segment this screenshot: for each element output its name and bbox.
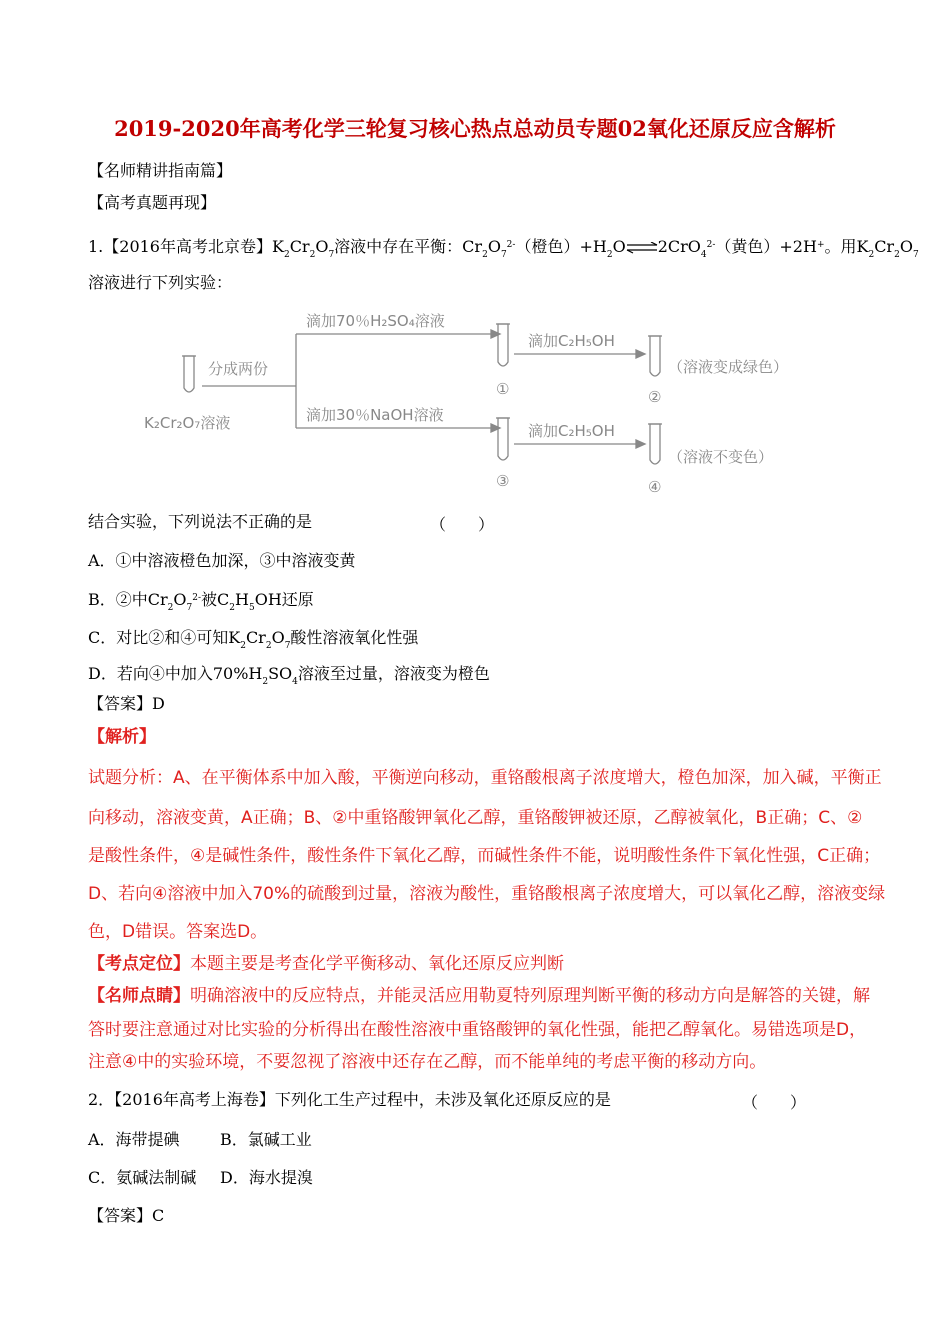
option-a: A．①中溶液橙色加深，③中溶液变黄 bbox=[88, 551, 356, 570]
question-1-line-1: 1.【2016年高考北京卷】$K_2Cr_2O_7$溶液中存在平衡：$Cr_2O_7^{2-}$（橙色）$+H_2O$ 2CrO$_4^{2-}$（黄色）+2H+。用$K_2Cr_2O_7$ bbox=[88, 237, 919, 260]
mingshi-line-3: 注意④中的实验环境，不要忽视了溶液中还存在乙醇，而不能单纯的考虑平衡的移动方向。 bbox=[88, 1052, 767, 1072]
question-1-stem: 结合实验，下列说法不正确的是 bbox=[88, 512, 313, 531]
q2-option-b: B．氯碱工业 bbox=[220, 1130, 312, 1149]
section-heading-exam: 【高考真题再现】 bbox=[88, 193, 217, 212]
label-top-reagent: 滴加70％H₂SO₄溶液 bbox=[306, 312, 445, 330]
test-tube-3-icon bbox=[498, 418, 508, 460]
label-result-4: （溶液不变色） bbox=[668, 448, 774, 466]
answer-q1: 【答案】D bbox=[88, 694, 165, 713]
test-tube-1-icon bbox=[498, 324, 508, 366]
answer-q2: 【答案】C bbox=[88, 1206, 165, 1225]
mingshi-line-2: 答时要注意通过对比实验的分析得出在酸性溶液中重铬酸钾的氧化性强，能把乙醇氧化。易错选项是D， bbox=[88, 1020, 867, 1040]
analysis-line-3: 是酸性条件，④是碱性条件，酸性条件下氧化乙醇，而碱性条件不能，说明酸性条件下氧化性强，C正确； bbox=[88, 846, 881, 866]
label-tube-4: ④ bbox=[648, 478, 662, 496]
analysis-line-2: 向移动，溶液变黄，A正确；B、②中重铬酸钾氧化乙醇，重铬酸钾被还原，乙醇被氧化，B正确；C、② bbox=[88, 808, 863, 828]
option-b: B．②中$Cr_2O_7^{2-}$被$C_2H_5OH$还原 bbox=[88, 590, 314, 613]
question-2-stem: 2．【2016年高考上海卷】下列化工生产过程中，未涉及氧化还原反应的是 bbox=[88, 1090, 611, 1109]
analysis-line-5: 色，D错误。答案选D。 bbox=[88, 922, 268, 942]
mingshi-line-1: 【名师点睛】明确溶液中的反应特点，并能灵活应用勒夏特列原理判断平衡的移动方向是解答的关键，解 bbox=[88, 986, 870, 1006]
q2-option-d: D．海水提溴 bbox=[220, 1168, 313, 1187]
kaodian-line: 【考点定位】本题主要是考查化学平衡移动、氧化还原反应判断 bbox=[88, 954, 564, 974]
analysis-line-1: 试题分析：A、在平衡体系中加入酸，平衡逆向移动，重铬酸根离子浓度增大，橙色加深，加入碱，平衡正 bbox=[88, 768, 882, 788]
label-split: 分成两份 bbox=[208, 360, 269, 378]
analysis-heading: 【解析】 bbox=[88, 727, 156, 747]
test-tube-start-icon bbox=[184, 356, 194, 392]
test-tube-2-icon bbox=[650, 336, 660, 376]
q2-option-c: C．氨碱法制碱 bbox=[88, 1168, 197, 1187]
label-ethanol-bottom: 滴加C₂H₅OH bbox=[528, 422, 615, 440]
option-c: C．对比②和④可知$K_2Cr_2O_7$酸性溶液氧化性强 bbox=[88, 628, 419, 651]
label-tube-1: ① bbox=[496, 380, 510, 398]
equilibrium-arrow-icon bbox=[626, 242, 658, 254]
question-1-line-2: 溶液进行下列实验： bbox=[88, 273, 233, 292]
page-title: 2019-2020年高考化学三轮复习核心热点总动员专题02氧化还原反应含解析 bbox=[114, 116, 836, 141]
label-start-solution: K₂Cr₂O₇溶液 bbox=[144, 414, 231, 432]
answer-blank-q2: （ ） bbox=[742, 1093, 807, 1112]
section-heading-guide: 【名师精讲指南篇】 bbox=[88, 161, 233, 180]
test-tube-4-icon bbox=[650, 424, 660, 464]
label-result-2: （溶液变成绿色） bbox=[668, 358, 789, 376]
label-tube-3: ③ bbox=[496, 472, 510, 490]
analysis-line-4: D、若向④溶液中加入70%的硫酸到过量，溶液为酸性，重铬酸根离子浓度增大，可以氧化乙醇，溶液变绿 bbox=[88, 884, 886, 904]
answer-blank: （ ） bbox=[430, 515, 495, 534]
option-d: D．若向④中加入$70\%H_2SO_4$溶液至过量，溶液变为橙色 bbox=[88, 664, 490, 687]
q2-option-a: A．海带提碘 bbox=[88, 1130, 180, 1149]
label-bottom-reagent: 滴加30％NaOH溶液 bbox=[306, 406, 444, 424]
label-tube-2: ② bbox=[648, 388, 662, 406]
experiment-diagram bbox=[136, 306, 816, 496]
label-ethanol-top: 滴加C₂H₅OH bbox=[528, 332, 615, 350]
